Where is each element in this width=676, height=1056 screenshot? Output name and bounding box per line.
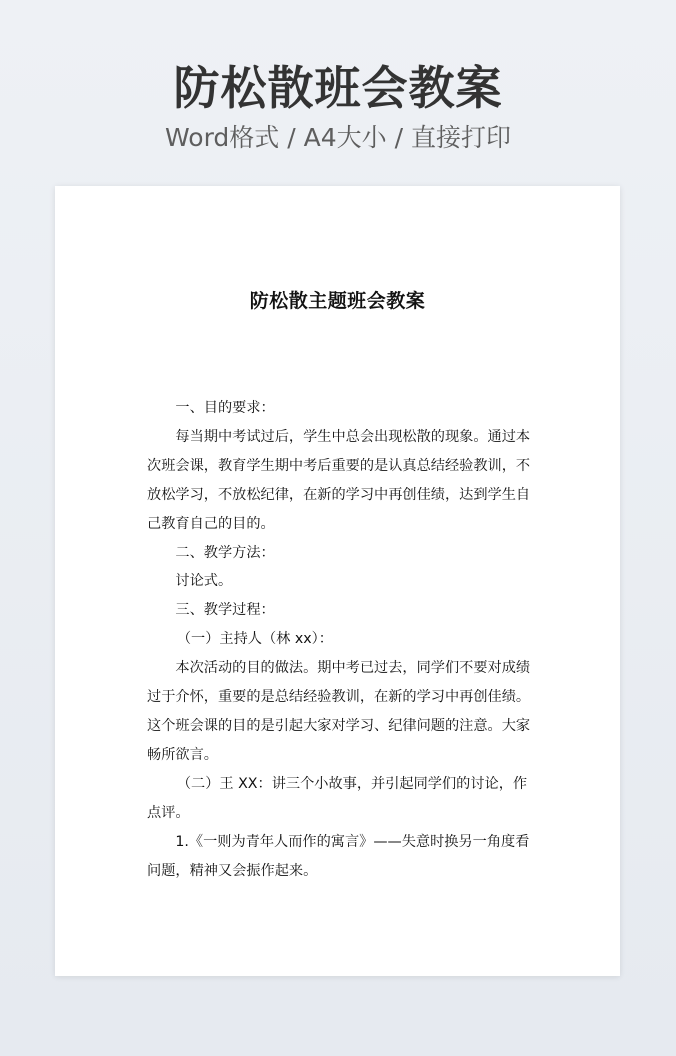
banner-subtitle: Word格式 / A4大小 / 直接打印: [165, 123, 511, 152]
section-heading-methods: 二、教学方法：: [175, 544, 275, 561]
paragraph-stories: （二）王 XX：讲三个小故事，并引起同学们的讨论，作点评。: [147, 775, 528, 821]
section-heading-process: 三、教学过程：: [175, 602, 275, 619]
document-page: [55, 186, 620, 976]
section-heading-goals: 一、目的要求：: [175, 400, 275, 416]
banner-title: 防松散班会教案: [173, 61, 503, 115]
banner: [0, 58, 676, 156]
paragraph-story-1: 1.《一则为青年人而作的寓言》——失意时换另一角度看问题，精神又会振作起来。: [147, 833, 530, 879]
paragraph-goals: 每当期中考试过后，学生中总会出现松散的现象。通过本次班会课，教育学生期中考后重要的是认真总结经验教训，不放松学习，不放松纪律，在新的学习中再创佳绩，达到学生自己教育自己的目的。: [147, 428, 531, 532]
paragraph-host: 本次活动的目的做法。期中考已过去，同学们不要对成绩过于介怀，重要的是总结经验教训，在新的学习中再创佳绩。这个班会课的目的是引起大家对学习、纪律问题的注意。大家畅所欲言。: [147, 660, 531, 763]
document-title: 防松散主题班会教案: [249, 290, 426, 312]
document-body: [147, 394, 539, 885]
paragraph-methods: 讨论式。: [175, 573, 233, 590]
subheading-host: （一）主持人（林 xx）：: [176, 631, 333, 648]
